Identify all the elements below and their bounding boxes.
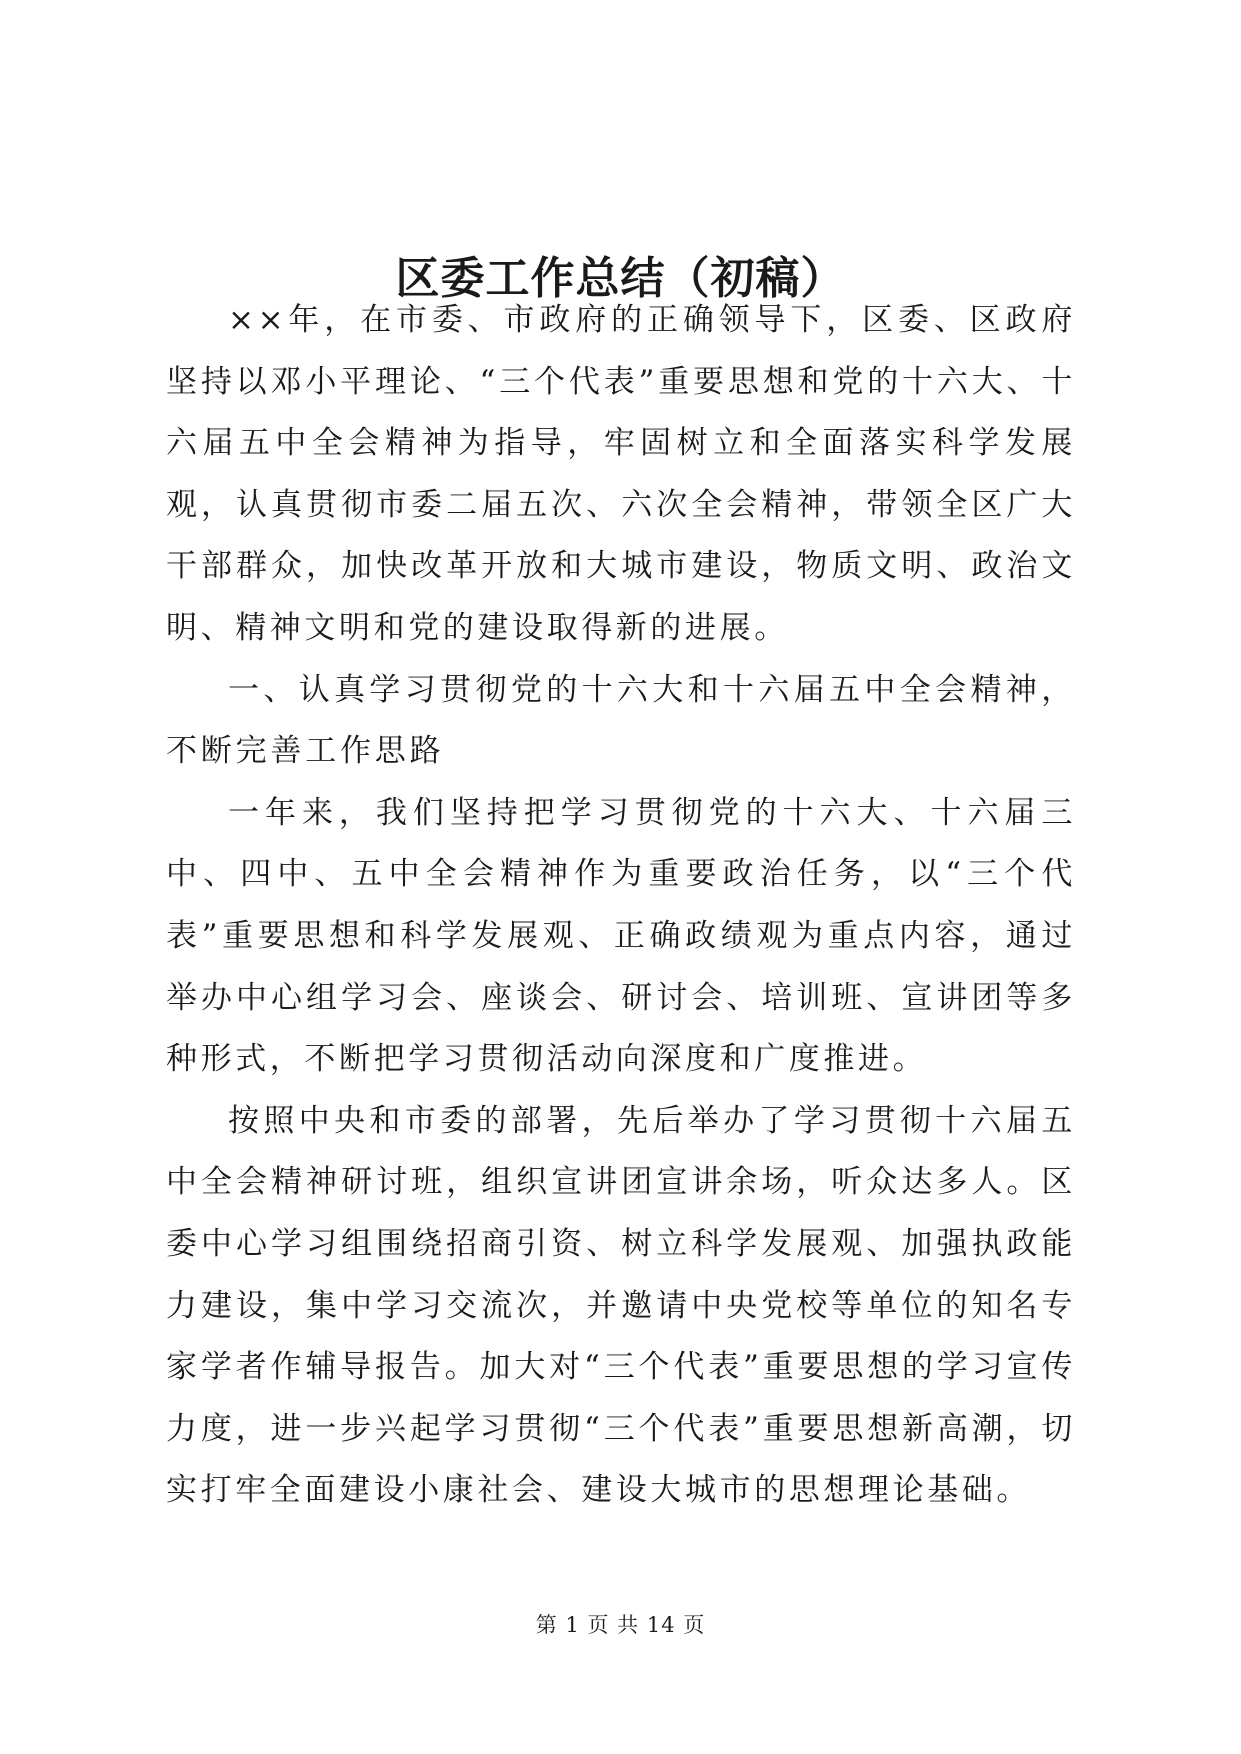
page-number-footer: 第 1 页 共 14 页 <box>535 1613 706 1637</box>
document-title: 区委工作总结（初稿） <box>395 253 846 305</box>
section-heading-1: 一、认真学习贯彻党的十六大和十六届五中全会精神，不断完善工作思路 <box>166 671 1076 770</box>
document-body <box>166 290 1076 1522</box>
paragraph-study: 一年来，我们坚持把学习贯彻党的十六大、十六届三中、四中、五中全会精神作为重要政治任务，以“三个代表”重要思想和科学发展观、正确政绩观为重点内容，通过举办中心组学习会、座谈会、研讨会、培训班、宣讲团等多种形式，不断把学习贯彻活动向深度和广度推进。 <box>166 794 1076 1078</box>
paragraph-intro: ××年，在市委、市政府的正确领导下，区委、区政府坚持以邓小平理论、“三个代表”重要思想和党的十六大、十六届五中全会精神为指导，牢固树立和全面落实科学发展观，认真贯彻市委二届五次、六次全会精神，带领全区广大干部群众，加快改革开放和大城市建设，物质文明、政治文明、精神文明和党的建设取得新的进展。 <box>166 302 1076 646</box>
paragraph-deployment: 按照中央和市委的部署，先后举办了学习贯彻十六届五中全会精神研讨班，组织宣讲团宣讲余场，听众达多人。区委中心学习组围绕招商引资、树立科学发展观、加强执政能力建设，集中学习交流次，并邀请中央党校等单位的知名专家学者作辅导报告。加大对“三个代表”重要思想的学习宣传力度，进一步兴起学习贯彻“三个代表”重要思想新高潮，切实打牢全面建设小康社会、建设大城市的思想理论基础。 <box>166 1102 1076 1509</box>
